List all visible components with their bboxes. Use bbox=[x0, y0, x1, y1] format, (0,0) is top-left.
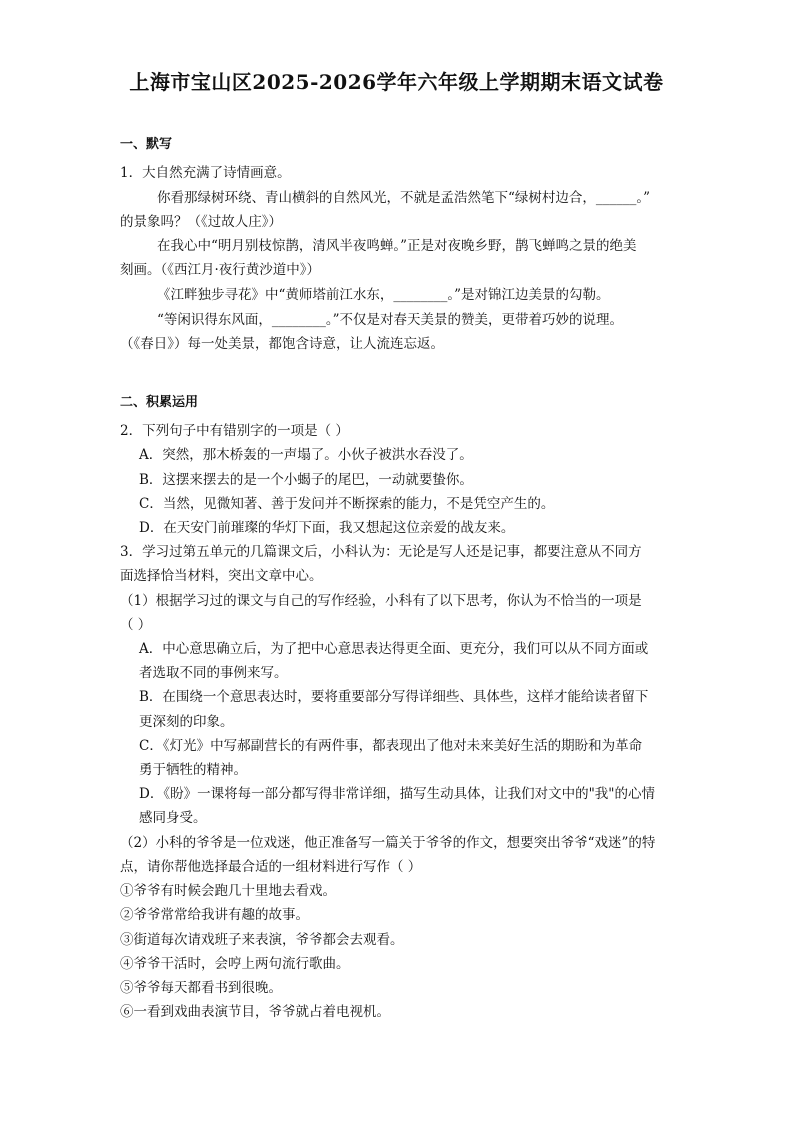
question-3-option-b: B．在围绕一个意思表达时，要将重要部分写得详细些、具体些，这样才能给读者留下 bbox=[139, 689, 649, 705]
question-1-text-line: 在我心中“明月别枝惊鹊，清风半夜鸣蝉。”正是对夜晚乡野，鹊飞蝉鸣之景的绝美 bbox=[157, 238, 637, 254]
question-1-text-line: 刻画。（《西江月·夜行黄沙道中》） bbox=[120, 262, 321, 278]
question-1-text-line: 《江畔独步寻花》中“黄师塔前江水东，________。”是对锦江边美景的勾勒。 bbox=[157, 287, 610, 303]
material-item: ⑥一看到戏曲表演节目，爷爷就占着电视机。 bbox=[120, 1004, 390, 1020]
question-3-option-c-cont: 勇于牺牲的精神。 bbox=[139, 762, 247, 778]
question-3-part-1-bracket: （ ） bbox=[120, 617, 152, 633]
question-2-option-c: C．当然，见微知著、善于发问并不断探索的能力，不是凭空产生的。 bbox=[139, 496, 555, 512]
question-1-stem: 1．大自然充满了诗情画意。 bbox=[120, 165, 291, 181]
question-3-option-a-cont: 者选取不同的事例来写。 bbox=[139, 665, 288, 681]
material-item: ⑤爷爷每天都看书到很晚。 bbox=[120, 980, 282, 996]
question-2-stem: 2．下列句子中有错别字的一项是（ ） bbox=[120, 423, 349, 439]
material-item: ④爷爷干活时，会哼上两句流行歌曲。 bbox=[120, 956, 350, 972]
question-1-text-line: （《春日》）每一处美景，都饱含诗意，让人流连忘返。 bbox=[120, 336, 444, 352]
question-3-stem: 3．学习过第五单元的几篇课文后，小科认为：无论是写人还是记事，都要注意从不同方 bbox=[120, 544, 642, 560]
material-item: ③街道每次请戏班子来表演，爷爷都会去观看。 bbox=[120, 932, 404, 948]
question-3-option-d-cont: 感同身受。 bbox=[139, 810, 207, 826]
question-1-text-line: 的景象吗？（《过故人庄》） bbox=[120, 214, 282, 230]
material-item: ②爷爷常常给我讲有趣的故事。 bbox=[120, 907, 309, 923]
question-3-option-a: A．中心意思确立后，为了把中心意思表达得更全面、更充分，我们可以从不同方面或 bbox=[139, 641, 649, 657]
question-3-part-2-stem: （2）小科的爷爷是一位戏迷，他正准备写一篇关于爷爷的作文，想要突出爷爷“戏迷”的特 bbox=[120, 835, 656, 851]
page-title: 上海市宝山区2025-2026学年六年级上学期期末语文试卷 bbox=[129, 70, 664, 94]
question-3-option-c: C．《灯光》中写郝副营长的有两件事，都表现出了他对未来美好生活的期盼和为革命 bbox=[139, 738, 643, 754]
question-3-stem-cont: 面选择恰当材料，突出文章中心。 bbox=[120, 568, 323, 584]
question-3-option-d: D．《盼》一课将每一部分都写得非常详细，描写生动具体，让我们对文中的"我"的心情 bbox=[139, 786, 655, 802]
question-1-text-line: “等闲识得东风面，________。”不仅是对春天美景的赞美，更带着巧妙的说理。 bbox=[157, 312, 624, 328]
question-2-option-b: B．这摆来摆去的是一个小蝎子的尾巴，一动就要蛰你。 bbox=[139, 472, 473, 488]
material-item: ①爷爷有时候会跑几十里地去看戏。 bbox=[120, 883, 336, 899]
question-1-text-line: 你看那绿树环绕、青山横斜的自然风光，不就是孟浩然笔下“绿树村边合，______。” bbox=[157, 190, 651, 206]
section-heading-dictation: 一、默写 bbox=[120, 137, 173, 152]
section-heading-accumulation: 二、积累运用 bbox=[120, 395, 199, 410]
question-3-option-b-cont: 更深刻的印象。 bbox=[139, 714, 234, 730]
question-2-option-a: A．突然，那木桥轰的一声塌了。小伙子被洪水吞没了。 bbox=[139, 447, 473, 463]
question-3-part-1-stem: （1）根据学习过的课文与自己的写作经验，小科有了以下思考，你认为不恰当的一项是 bbox=[120, 593, 642, 609]
question-3-part-2-stem-cont: 点，请你帮他选择最合适的一组材料进行写作（ ） bbox=[120, 859, 422, 875]
question-2-option-d: D．在天安门前璀璨的华灯下面，我又想起这位亲爱的战友来。 bbox=[139, 520, 515, 536]
